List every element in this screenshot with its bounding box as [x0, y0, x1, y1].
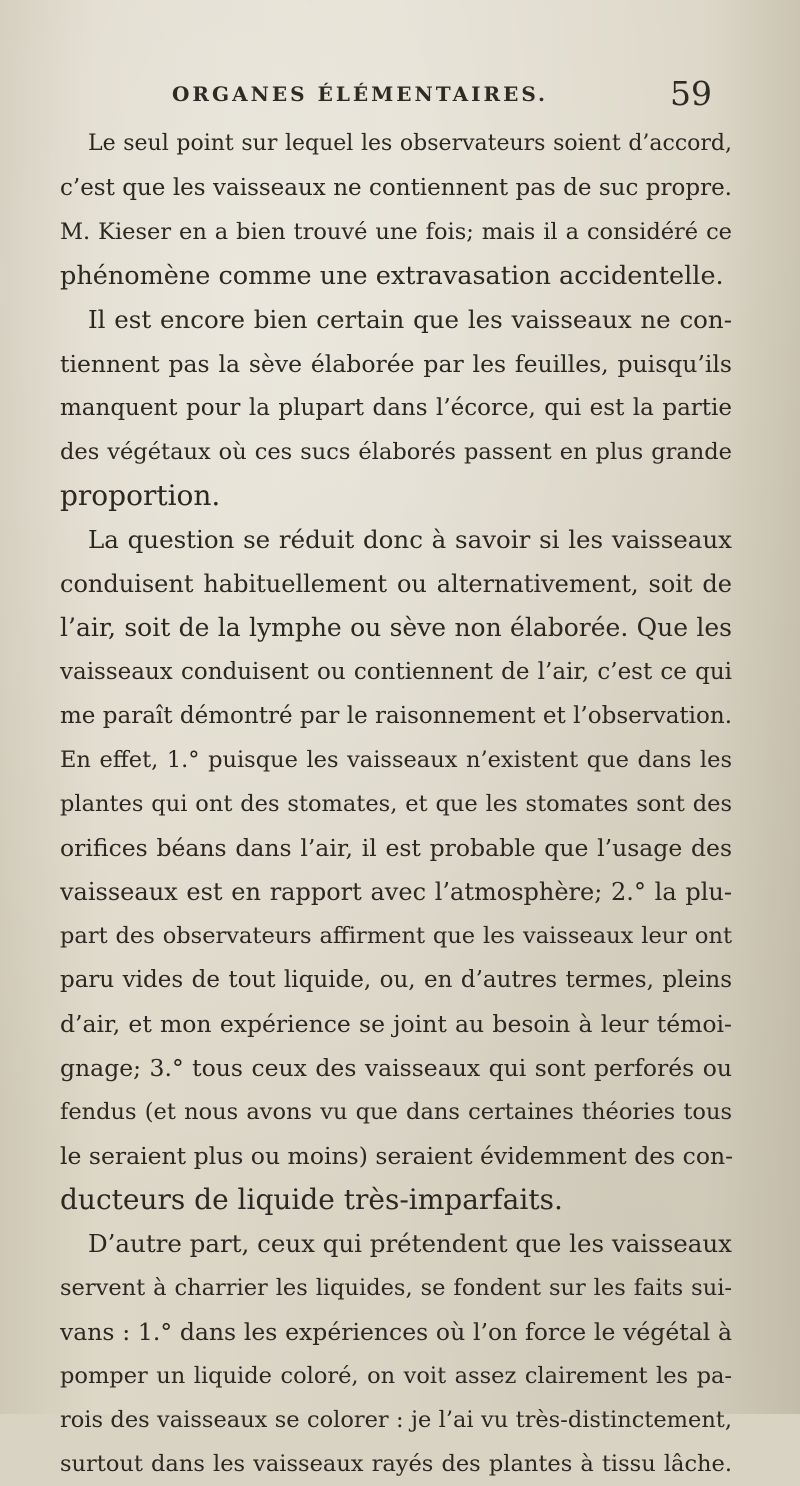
text-line: pomper un liquide coloré, on voit assez clairement les pa- [60, 1363, 732, 1389]
page-header [172, 74, 712, 118]
text-line: surtout dans les vaisseaux rayés des plantes à tissu lâche. [60, 1451, 732, 1477]
page-number: 59 [670, 74, 712, 113]
text-line: vaisseaux est en rapport avec l’atmosphère; 2.° la plu- [60, 878, 732, 906]
running-head: ORGANES ÉLÉMENTAIRES. [172, 82, 549, 106]
text-line: Le seul point sur lequel les observateurs soient d’accord, [88, 131, 732, 156]
text-line: c’est que les vaisseaux ne contiennent pas de suc propre. [60, 175, 732, 201]
text-line: l’air, soit de la lymphe ou sève non élaborée. Que les [60, 613, 732, 642]
text-line: paru vides de tout liquide, ou, en d’autres termes, pleins [60, 967, 732, 993]
text-line: tiennent pas la sève élaborée par les feuilles, puisqu’ils [60, 350, 732, 378]
text-line: D’autre part, ceux qui prétendent que les vaisseaux [88, 1229, 732, 1258]
text-line: phénomène comme une extravasation accidentelle. [60, 261, 724, 291]
text-line: M. Kieser en a bien trouvé une fois; mais il a considéré ce [60, 219, 732, 245]
text-line: gnage; 3.° tous ceux des vaisseaux qui sont perforés ou [60, 1054, 732, 1082]
text-line: orifices béans dans l’air, il est probable que l’usage des [60, 834, 732, 862]
text-line: plantes qui ont des stomates, et que les stomates sont des [60, 791, 732, 817]
text-line: En effet, 1.° puisque les vaisseaux n’existent que dans les [60, 747, 732, 773]
text-line: rois des vaisseaux se colorer : je l’ai vu très-distinctement, [60, 1407, 732, 1433]
text-line: vans : 1.° dans les expériences où l’on force le végétal à [60, 1318, 732, 1346]
text-line: me paraît démontré par le raisonnement et l’observation. [60, 703, 732, 729]
text-line: ducteurs de liquide très-imparfaits. [60, 1183, 563, 1216]
text-line: le seraient plus ou moins) seraient évidemment des con- [60, 1142, 734, 1170]
text-line: Il est encore bien certain que les vaisseaux ne con- [88, 305, 732, 334]
text-line: fendus (et nous avons vu que dans certaines théories tous [60, 1099, 732, 1125]
text-line: part des observateurs affirment que les vaisseaux leur ont [60, 923, 732, 949]
body-text [60, 122, 732, 1486]
text-line: La question se réduit donc à savoir si les vaisseaux [88, 525, 732, 554]
text-line: vaisseaux conduisent ou contiennent de l’air, c’est ce qui [60, 659, 732, 685]
text-line: servent à charrier les liquides, se fondent sur les faits sui- [60, 1275, 732, 1301]
text-line: manquent pour la plupart dans l’écorce, qui est la partie [60, 395, 732, 421]
text-line: proportion. [60, 479, 221, 512]
text-line: des végétaux où ces sucs élaborés passent en plus grande [60, 439, 732, 465]
text-line: d’air, et mon expérience se joint au besoin à leur témoi- [60, 1010, 732, 1038]
text-line: conduisent habituellement ou alternativement, soit de [60, 570, 732, 598]
